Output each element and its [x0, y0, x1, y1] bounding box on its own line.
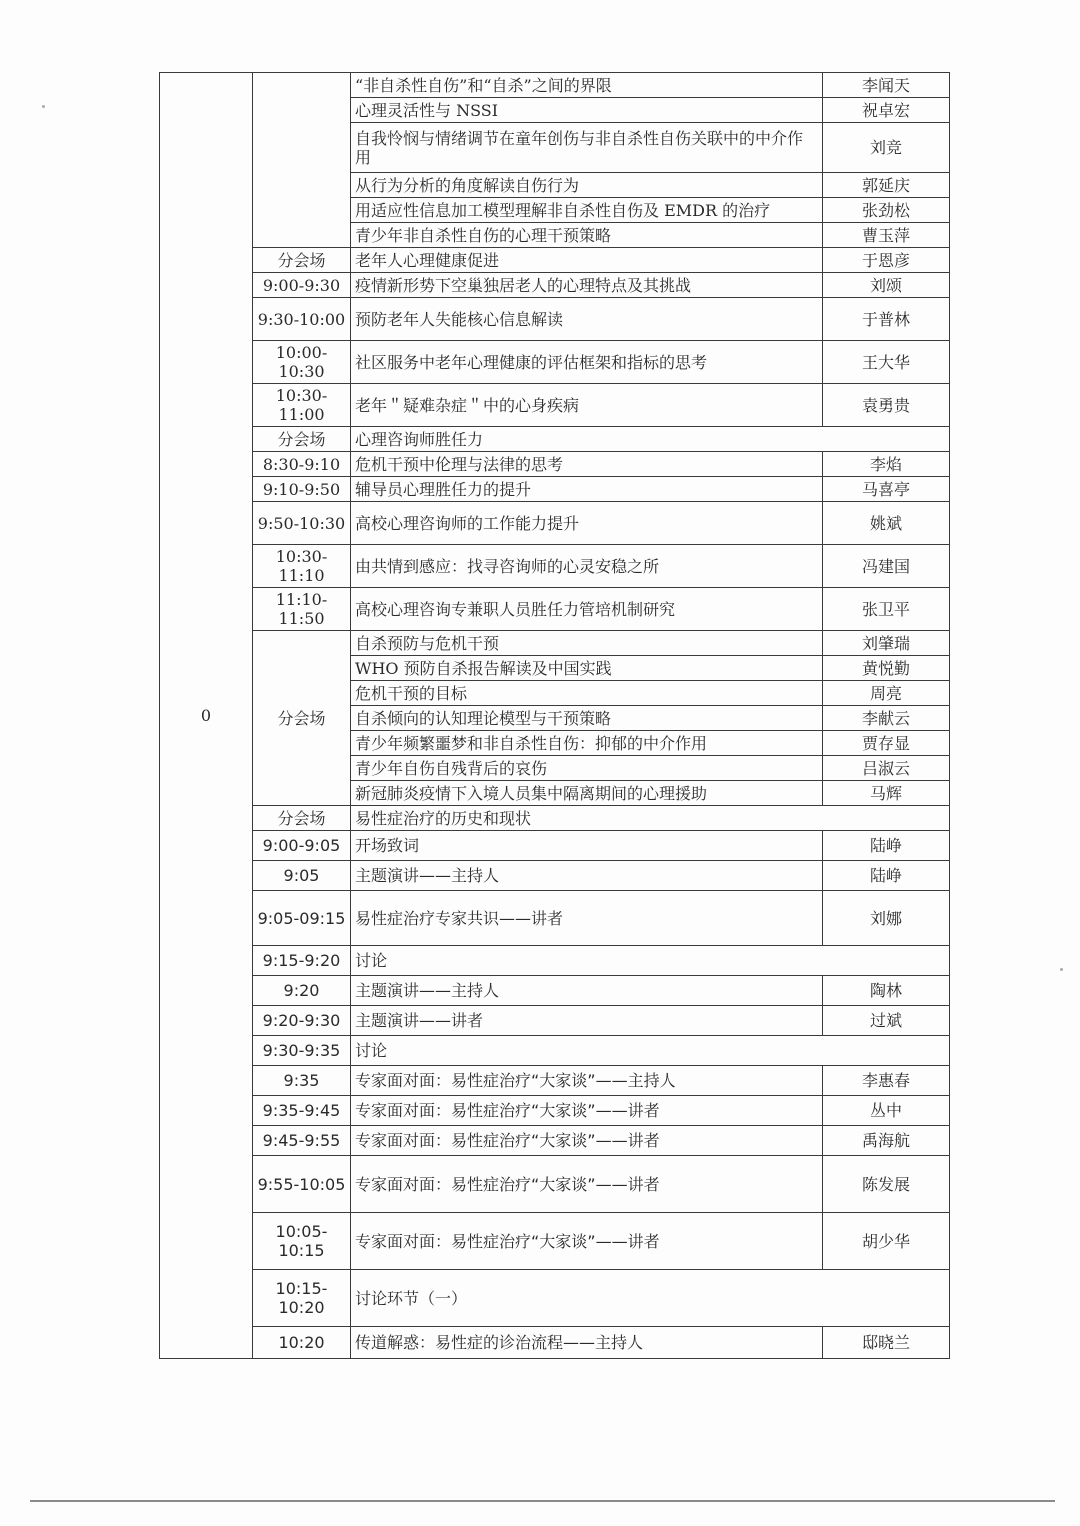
topic-cell: 危机干预中伦理与法律的思考 — [351, 452, 823, 477]
first-column-cell: 0 — [160, 73, 253, 1359]
topic-cell: 专家面对面：易性症治疗“大家谈”——主持人 — [351, 1066, 823, 1096]
topic-cell: 社区服务中老年心理健康的评估框架和指标的思考 — [351, 341, 823, 384]
time-cell: 9:05-09:15 — [253, 891, 351, 946]
topic-cell: 高校心理咨询师的工作能力提升 — [351, 502, 823, 545]
time-cell: 8:30-9:10 — [253, 452, 351, 477]
time-cell: 11:10-11:50 — [253, 588, 351, 631]
topic-cell: 从行为分析的角度解读自伤行为 — [351, 173, 823, 198]
topic-cell: 易性症治疗的历史和现状 — [351, 806, 950, 831]
topic-cell: WHO 预防自杀报告解读及中国实践 — [351, 656, 823, 681]
speaker-cell: 马辉 — [823, 781, 950, 806]
speaker-cell: 马喜亭 — [823, 477, 950, 502]
speaker-cell: 陆峥 — [823, 861, 950, 891]
time-cell: 9:20-9:30 — [253, 1006, 351, 1036]
table-row — [160, 1327, 950, 1359]
topic-cell: 专家面对面：易性症治疗“大家谈”——讲者 — [351, 1156, 823, 1213]
table-row — [160, 588, 950, 631]
table-row — [160, 502, 950, 545]
topic-cell: 自杀倾向的认知理论模型与干预策略 — [351, 706, 823, 731]
topic-cell: 辅导员心理胜任力的提升 — [351, 477, 823, 502]
table-row — [160, 384, 950, 427]
speaker-cell: 姚斌 — [823, 502, 950, 545]
topic-cell: 自杀预防与危机干预 — [351, 631, 823, 656]
topic-cell: 老年人心理健康促进 — [351, 248, 823, 273]
speaker-cell: 李焰 — [823, 452, 950, 477]
time-cell: 9:50-10:30 — [253, 502, 351, 545]
table-row — [160, 1126, 950, 1156]
topic-cell: 老年＂疑难杂症＂中的心身疾病 — [351, 384, 823, 427]
page-bottom-rule — [30, 1500, 1055, 1502]
table-row — [160, 1270, 950, 1327]
speaker-cell: 祝卓宏 — [823, 98, 950, 123]
time-cell: 9:55-10:05 — [253, 1156, 351, 1213]
table-row — [160, 452, 950, 477]
time-cell: 10:15-10:20 — [253, 1270, 351, 1327]
time-cell: 分会场 — [253, 248, 351, 273]
topic-cell: 专家面对面：易性症治疗“大家谈”——讲者 — [351, 1126, 823, 1156]
time-cell: 10:20 — [253, 1327, 351, 1359]
table-row — [160, 1096, 950, 1126]
topic-cell: 心理灵活性与 NSSI — [351, 98, 823, 123]
speaker-cell: 周亮 — [823, 681, 950, 706]
topic-cell: 由共情到感应：找寻咨询师的心灵安稳之所 — [351, 545, 823, 588]
table-row — [160, 545, 950, 588]
topic-cell: 主题演讲——主持人 — [351, 861, 823, 891]
time-cell: 10:05-10:15 — [253, 1213, 351, 1270]
speaker-cell: 刘颂 — [823, 273, 950, 298]
table-row — [160, 861, 950, 891]
table-row — [160, 831, 950, 861]
table-row — [160, 341, 950, 384]
table-row — [160, 1213, 950, 1270]
table-row — [160, 1066, 950, 1096]
topic-cell: 专家面对面：易性症治疗“大家谈”——讲者 — [351, 1213, 823, 1270]
topic-cell: 开场致词 — [351, 831, 823, 861]
speaker-cell: 陈发展 — [823, 1156, 950, 1213]
speaker-cell: 张劲松 — [823, 198, 950, 223]
table-row — [160, 1006, 950, 1036]
topic-cell: 讨论 — [351, 1036, 950, 1066]
table-row — [160, 806, 950, 831]
speaker-cell: 吕淑云 — [823, 756, 950, 781]
speaker-cell: 王大华 — [823, 341, 950, 384]
speaker-cell: 过斌 — [823, 1006, 950, 1036]
speaker-cell: 丛中 — [823, 1096, 950, 1126]
table-row — [160, 427, 950, 452]
speaker-cell: 冯建国 — [823, 545, 950, 588]
topic-cell: 危机干预的目标 — [351, 681, 823, 706]
time-cell: 9:10-9:50 — [253, 477, 351, 502]
table-row — [160, 946, 950, 976]
scan-speck — [1060, 968, 1063, 971]
topic-cell: 传道解惑：易性症的诊治流程——主持人 — [351, 1327, 823, 1359]
topic-cell: 新冠肺炎疫情下入境人员集中隔离期间的心理援助 — [351, 781, 823, 806]
speaker-cell: 陶林 — [823, 976, 950, 1006]
speaker-cell: 于普林 — [823, 298, 950, 341]
time-cell: 分会场 — [253, 806, 351, 831]
speaker-cell: 李闻天 — [823, 73, 950, 98]
table-row — [160, 477, 950, 502]
speaker-cell: 黄悦勤 — [823, 656, 950, 681]
topic-cell: 讨论环节（一） — [351, 1270, 950, 1327]
time-cell: 10:30-11:00 — [253, 384, 351, 427]
speaker-cell: 刘肇瑞 — [823, 631, 950, 656]
time-cell: 9:35 — [253, 1066, 351, 1096]
topic-cell: 高校心理咨询专兼职人员胜任力管培机制研究 — [351, 588, 823, 631]
topic-cell: 心理咨询师胜任力 — [351, 427, 950, 452]
time-cell: 分会场 — [253, 427, 351, 452]
schedule-table — [159, 72, 950, 1359]
time-cell: 9:30-10:00 — [253, 298, 351, 341]
speaker-cell: 禹海航 — [823, 1126, 950, 1156]
scan-speck — [42, 105, 45, 108]
time-cell — [253, 73, 351, 248]
table-row — [160, 1036, 950, 1066]
topic-cell: 用适应性信息加工模型理解非自杀性自伤及 EMDR 的治疗 — [351, 198, 823, 223]
time-cell: 9:05 — [253, 861, 351, 891]
speaker-cell: 李惠春 — [823, 1066, 950, 1096]
table-row — [160, 631, 950, 656]
speaker-cell: 邸晓兰 — [823, 1327, 950, 1359]
speaker-cell: 袁勇贵 — [823, 384, 950, 427]
table-row — [160, 976, 950, 1006]
topic-cell: 主题演讲——讲者 — [351, 1006, 823, 1036]
speaker-cell: 张卫平 — [823, 588, 950, 631]
table-row — [160, 273, 950, 298]
time-cell: 9:30-9:35 — [253, 1036, 351, 1066]
time-cell: 9:45-9:55 — [253, 1126, 351, 1156]
time-cell: 10:00-10:30 — [253, 341, 351, 384]
topic-cell: “非自杀性自伤”和“自杀”之间的界限 — [351, 73, 823, 98]
topic-cell: 青少年自伤自残背后的哀伤 — [351, 756, 823, 781]
time-cell: 分会场 — [253, 631, 351, 806]
speaker-cell: 李献云 — [823, 706, 950, 731]
speaker-cell: 胡少华 — [823, 1213, 950, 1270]
time-cell: 9:00-9:05 — [253, 831, 351, 861]
speaker-cell: 曹玉萍 — [823, 223, 950, 248]
time-cell: 9:35-9:45 — [253, 1096, 351, 1126]
speaker-cell: 于恩彦 — [823, 248, 950, 273]
topic-cell: 主题演讲——主持人 — [351, 976, 823, 1006]
time-cell: 10:30-11:10 — [253, 545, 351, 588]
time-cell: 9:20 — [253, 976, 351, 1006]
topic-cell: 专家面对面：易性症治疗“大家谈”——讲者 — [351, 1096, 823, 1126]
topic-cell: 疫情新形势下空巢独居老人的心理特点及其挑战 — [351, 273, 823, 298]
table-row — [160, 891, 950, 946]
table-row — [160, 1156, 950, 1213]
time-cell: 9:15-9:20 — [253, 946, 351, 976]
topic-cell: 青少年频繁噩梦和非自杀性自伤：抑郁的中介作用 — [351, 731, 823, 756]
topic-cell: 易性症治疗专家共识——讲者 — [351, 891, 823, 946]
speaker-cell: 陆峥 — [823, 831, 950, 861]
table-row — [160, 298, 950, 341]
topic-cell: 讨论 — [351, 946, 950, 976]
topic-cell: 预防老年人失能核心信息解读 — [351, 298, 823, 341]
time-cell: 9:00-9:30 — [253, 273, 351, 298]
speaker-cell: 刘娜 — [823, 891, 950, 946]
table-row — [160, 248, 950, 273]
topic-cell: 青少年非自杀性自伤的心理干预策略 — [351, 223, 823, 248]
speaker-cell: 郭延庆 — [823, 173, 950, 198]
table-row — [160, 73, 950, 98]
topic-cell: 自我怜悯与情绪调节在童年创伤与非自杀性自伤关联中的中介作用 — [351, 123, 823, 173]
speaker-cell: 刘竞 — [823, 123, 950, 173]
speaker-cell: 贾存显 — [823, 731, 950, 756]
